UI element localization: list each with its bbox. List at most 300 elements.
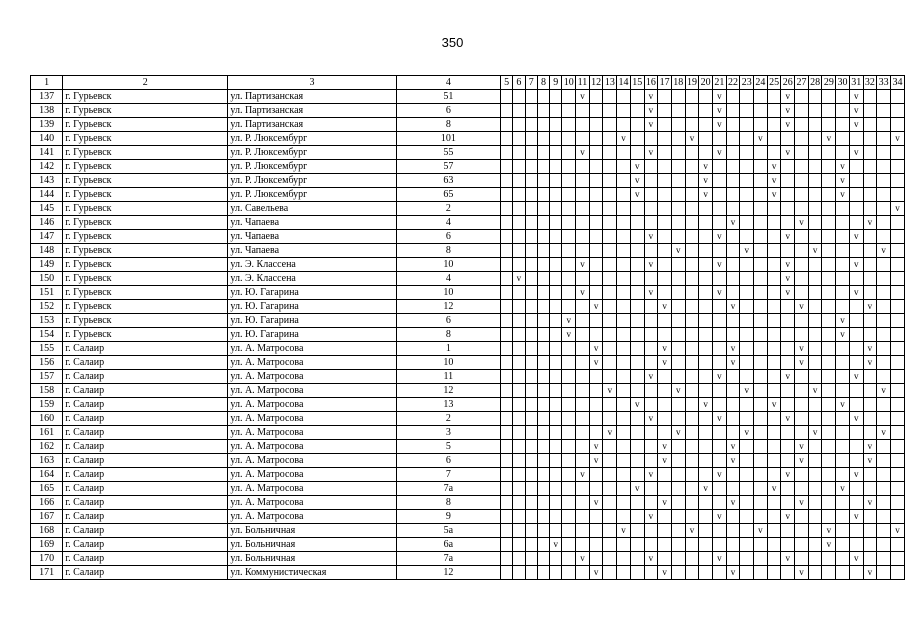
empty-cell — [740, 132, 754, 146]
empty-cell — [712, 244, 726, 258]
empty-cell — [685, 412, 699, 426]
empty-cell — [617, 510, 631, 524]
empty-cell — [726, 286, 740, 300]
empty-cell — [726, 524, 740, 538]
empty-cell — [576, 300, 590, 314]
city-cell: г. Салаир — [63, 538, 228, 552]
empty-cell — [781, 566, 795, 580]
row-number: 150 — [31, 272, 63, 286]
street-cell: ул. Р. Люксембург — [228, 160, 396, 174]
empty-cell — [767, 524, 781, 538]
empty-cell — [726, 412, 740, 426]
empty-cell — [603, 216, 617, 230]
empty-cell — [877, 440, 891, 454]
empty-cell — [836, 300, 850, 314]
empty-cell — [795, 132, 809, 146]
empty-cell — [603, 566, 617, 580]
empty-cell — [754, 300, 768, 314]
empty-cell — [671, 258, 685, 272]
empty-cell — [500, 300, 512, 314]
column-header-3: 3 — [228, 76, 396, 90]
city-cell: г. Салаир — [63, 370, 228, 384]
empty-cell — [589, 398, 603, 412]
row-number: 149 — [31, 258, 63, 272]
empty-cell — [500, 230, 512, 244]
empty-cell — [644, 440, 658, 454]
empty-cell — [767, 146, 781, 160]
empty-cell — [685, 188, 699, 202]
empty-cell — [795, 314, 809, 328]
empty-cell — [822, 510, 836, 524]
empty-cell — [513, 356, 525, 370]
empty-cell — [513, 202, 525, 216]
mark-cell: v — [658, 454, 672, 468]
empty-cell — [525, 118, 537, 132]
street-cell: ул. Р. Люксембург — [228, 188, 396, 202]
row-number: 163 — [31, 454, 63, 468]
empty-cell — [699, 538, 713, 552]
empty-cell — [754, 426, 768, 440]
empty-cell — [836, 510, 850, 524]
empty-cell — [699, 328, 713, 342]
empty-cell — [589, 216, 603, 230]
empty-cell — [500, 90, 512, 104]
empty-cell — [525, 454, 537, 468]
empty-cell — [836, 384, 850, 398]
empty-cell — [576, 510, 590, 524]
empty-cell — [712, 174, 726, 188]
mark-cell: v — [644, 552, 658, 566]
row-number: 158 — [31, 384, 63, 398]
empty-cell — [603, 398, 617, 412]
empty-cell — [726, 132, 740, 146]
empty-cell — [781, 440, 795, 454]
empty-cell — [603, 552, 617, 566]
empty-cell — [500, 370, 512, 384]
empty-cell — [754, 342, 768, 356]
empty-cell — [767, 118, 781, 132]
empty-cell — [767, 202, 781, 216]
empty-cell — [576, 538, 590, 552]
mark-cell: v — [644, 510, 658, 524]
mark-cell: v — [630, 188, 644, 202]
empty-cell — [767, 328, 781, 342]
row-number: 161 — [31, 426, 63, 440]
empty-cell — [781, 174, 795, 188]
empty-cell — [658, 118, 672, 132]
empty-cell — [525, 300, 537, 314]
empty-cell — [537, 538, 549, 552]
empty-cell — [767, 412, 781, 426]
empty-cell — [726, 188, 740, 202]
empty-cell — [500, 328, 512, 342]
empty-cell — [562, 286, 576, 300]
table-row — [31, 342, 905, 356]
city-cell: г. Гурьевск — [63, 160, 228, 174]
empty-cell — [767, 510, 781, 524]
mark-cell: v — [863, 454, 877, 468]
empty-cell — [589, 468, 603, 482]
empty-cell — [513, 314, 525, 328]
empty-cell — [617, 188, 631, 202]
empty-cell — [685, 510, 699, 524]
house-cell: 4 — [396, 216, 500, 230]
empty-cell — [513, 146, 525, 160]
table-row — [31, 538, 905, 552]
empty-cell — [630, 286, 644, 300]
mark-cell: v — [849, 286, 863, 300]
empty-cell — [849, 440, 863, 454]
empty-cell — [525, 566, 537, 580]
empty-cell — [589, 524, 603, 538]
empty-cell — [890, 454, 904, 468]
mark-cell: v — [726, 300, 740, 314]
empty-cell — [617, 286, 631, 300]
mark-cell: v — [863, 496, 877, 510]
empty-cell — [685, 216, 699, 230]
mark-cell: v — [630, 398, 644, 412]
empty-cell — [562, 342, 576, 356]
empty-cell — [808, 216, 822, 230]
empty-cell — [603, 342, 617, 356]
empty-cell — [740, 104, 754, 118]
column-header-5: 5 — [500, 76, 512, 90]
empty-cell — [562, 160, 576, 174]
empty-cell — [849, 454, 863, 468]
empty-cell — [726, 272, 740, 286]
empty-cell — [671, 510, 685, 524]
empty-cell — [808, 300, 822, 314]
empty-cell — [576, 524, 590, 538]
empty-cell — [685, 566, 699, 580]
empty-cell — [712, 398, 726, 412]
empty-cell — [836, 118, 850, 132]
empty-cell — [740, 118, 754, 132]
empty-cell — [781, 216, 795, 230]
empty-cell — [890, 258, 904, 272]
empty-cell — [890, 370, 904, 384]
empty-cell — [513, 524, 525, 538]
empty-cell — [822, 356, 836, 370]
empty-cell — [537, 104, 549, 118]
mark-cell: v — [513, 272, 525, 286]
empty-cell — [795, 118, 809, 132]
street-cell: ул. Партизанская — [228, 104, 396, 118]
mark-cell: v — [836, 328, 850, 342]
mark-cell: v — [726, 496, 740, 510]
mark-cell: v — [781, 412, 795, 426]
table-row — [31, 356, 905, 370]
empty-cell — [576, 118, 590, 132]
mark-cell: v — [863, 440, 877, 454]
street-cell: ул. Савельева — [228, 202, 396, 216]
empty-cell — [685, 342, 699, 356]
empty-cell — [644, 244, 658, 258]
empty-cell — [740, 412, 754, 426]
empty-cell — [795, 286, 809, 300]
empty-cell — [822, 160, 836, 174]
street-cell: ул. Ю. Гагарина — [228, 286, 396, 300]
row-number: 139 — [31, 118, 63, 132]
empty-cell — [562, 454, 576, 468]
empty-cell — [740, 482, 754, 496]
street-cell: ул. А. Матросова — [228, 426, 396, 440]
house-cell: 10 — [396, 286, 500, 300]
empty-cell — [525, 370, 537, 384]
empty-cell — [836, 426, 850, 440]
mark-cell: v — [863, 356, 877, 370]
empty-cell — [658, 426, 672, 440]
table-row — [31, 146, 905, 160]
empty-cell — [537, 398, 549, 412]
empty-cell — [822, 426, 836, 440]
mark-cell: v — [808, 244, 822, 258]
mark-cell: v — [712, 146, 726, 160]
empty-cell — [767, 356, 781, 370]
empty-cell — [537, 454, 549, 468]
empty-cell — [630, 384, 644, 398]
empty-cell — [513, 538, 525, 552]
empty-cell — [562, 566, 576, 580]
empty-cell — [658, 272, 672, 286]
empty-cell — [726, 146, 740, 160]
empty-cell — [550, 188, 562, 202]
empty-cell — [617, 258, 631, 272]
empty-cell — [513, 230, 525, 244]
empty-cell — [671, 300, 685, 314]
empty-cell — [767, 286, 781, 300]
house-cell: 2 — [396, 202, 500, 216]
empty-cell — [617, 300, 631, 314]
empty-cell — [890, 90, 904, 104]
empty-cell — [537, 356, 549, 370]
mark-cell: v — [836, 188, 850, 202]
empty-cell — [589, 370, 603, 384]
empty-cell — [630, 524, 644, 538]
empty-cell — [550, 258, 562, 272]
empty-cell — [671, 132, 685, 146]
empty-cell — [550, 566, 562, 580]
mark-cell: v — [767, 398, 781, 412]
empty-cell — [726, 174, 740, 188]
empty-cell — [863, 188, 877, 202]
empty-cell — [603, 468, 617, 482]
empty-cell — [525, 286, 537, 300]
empty-cell — [685, 370, 699, 384]
street-cell: ул. Чапаева — [228, 230, 396, 244]
empty-cell — [589, 160, 603, 174]
empty-cell — [754, 538, 768, 552]
empty-cell — [525, 328, 537, 342]
empty-cell — [712, 272, 726, 286]
empty-cell — [767, 468, 781, 482]
empty-cell — [754, 202, 768, 216]
empty-cell — [537, 482, 549, 496]
empty-cell — [589, 538, 603, 552]
house-cell: 2 — [396, 412, 500, 426]
column-header-10: 10 — [563, 77, 574, 88]
empty-cell — [644, 496, 658, 510]
mark-cell: v — [795, 496, 809, 510]
mark-cell: v — [712, 468, 726, 482]
mark-cell: v — [863, 566, 877, 580]
empty-cell — [808, 258, 822, 272]
empty-cell — [671, 286, 685, 300]
empty-cell — [617, 202, 631, 216]
empty-cell — [849, 384, 863, 398]
empty-cell — [890, 118, 904, 132]
empty-cell — [617, 384, 631, 398]
empty-cell — [603, 188, 617, 202]
empty-cell — [767, 384, 781, 398]
empty-cell — [795, 230, 809, 244]
mark-cell: v — [808, 426, 822, 440]
empty-cell — [836, 104, 850, 118]
mark-cell: v — [781, 510, 795, 524]
street-cell: ул. Р. Люксембург — [228, 174, 396, 188]
empty-cell — [550, 230, 562, 244]
empty-cell — [685, 314, 699, 328]
empty-cell — [537, 216, 549, 230]
empty-cell — [500, 524, 512, 538]
empty-cell — [550, 272, 562, 286]
empty-cell — [836, 342, 850, 356]
mark-cell: v — [630, 160, 644, 174]
empty-cell — [603, 496, 617, 510]
empty-cell — [550, 160, 562, 174]
city-cell: г. Гурьевск — [63, 174, 228, 188]
house-cell: 6 — [396, 454, 500, 468]
column-header-1: 1 — [31, 76, 63, 90]
empty-cell — [685, 160, 699, 174]
empty-cell — [671, 552, 685, 566]
empty-cell — [890, 384, 904, 398]
empty-cell — [890, 314, 904, 328]
empty-cell — [576, 440, 590, 454]
mark-cell: v — [644, 468, 658, 482]
city-cell: г. Гурьевск — [63, 104, 228, 118]
empty-cell — [617, 244, 631, 258]
mark-cell: v — [658, 342, 672, 356]
empty-cell — [795, 538, 809, 552]
empty-cell — [550, 104, 562, 118]
empty-cell — [740, 328, 754, 342]
empty-cell — [795, 272, 809, 286]
empty-cell — [630, 90, 644, 104]
empty-cell — [740, 398, 754, 412]
empty-cell — [726, 328, 740, 342]
empty-cell — [754, 566, 768, 580]
empty-cell — [537, 468, 549, 482]
empty-cell — [525, 398, 537, 412]
column-header-17: 17 — [659, 77, 670, 88]
empty-cell — [795, 510, 809, 524]
empty-cell — [822, 202, 836, 216]
empty-cell — [603, 202, 617, 216]
empty-cell — [603, 300, 617, 314]
mark-cell: v — [699, 188, 713, 202]
empty-cell — [589, 426, 603, 440]
empty-cell — [513, 468, 525, 482]
mark-cell: v — [644, 412, 658, 426]
empty-cell — [808, 132, 822, 146]
column-header-22: 22 — [728, 77, 738, 88]
empty-cell — [562, 104, 576, 118]
empty-cell — [808, 314, 822, 328]
empty-cell — [726, 230, 740, 244]
empty-cell — [603, 482, 617, 496]
column-header-26: 26 — [782, 77, 793, 88]
column-header-11: 11 — [576, 76, 590, 90]
city-cell: г. Салаир — [63, 412, 228, 426]
mark-cell: v — [890, 132, 904, 146]
empty-cell — [644, 216, 658, 230]
empty-cell — [644, 132, 658, 146]
mark-cell: v — [712, 230, 726, 244]
empty-cell — [699, 286, 713, 300]
empty-cell — [795, 468, 809, 482]
empty-cell — [699, 202, 713, 216]
row-number: 151 — [31, 286, 63, 300]
mark-cell: v — [644, 104, 658, 118]
empty-cell — [671, 398, 685, 412]
empty-cell — [822, 300, 836, 314]
empty-cell — [712, 132, 726, 146]
empty-cell — [699, 440, 713, 454]
empty-cell — [644, 538, 658, 552]
empty-cell — [644, 454, 658, 468]
empty-cell — [740, 356, 754, 370]
city-cell: г. Гурьевск — [63, 202, 228, 216]
empty-cell — [550, 216, 562, 230]
empty-cell — [500, 160, 512, 174]
empty-cell — [537, 328, 549, 342]
empty-cell — [630, 146, 644, 160]
empty-cell — [576, 412, 590, 426]
empty-cell — [781, 202, 795, 216]
empty-cell — [500, 314, 512, 328]
empty-cell — [589, 328, 603, 342]
empty-cell — [754, 258, 768, 272]
empty-cell — [699, 146, 713, 160]
table-row — [31, 230, 905, 244]
empty-cell — [576, 244, 590, 258]
empty-cell — [500, 496, 512, 510]
empty-cell — [712, 216, 726, 230]
empty-cell — [712, 426, 726, 440]
empty-cell — [699, 230, 713, 244]
empty-cell — [781, 314, 795, 328]
mark-cell: v — [699, 482, 713, 496]
empty-cell — [849, 132, 863, 146]
empty-cell — [537, 314, 549, 328]
empty-cell — [740, 90, 754, 104]
empty-cell — [562, 538, 576, 552]
mark-cell: v — [767, 188, 781, 202]
house-cell: 9 — [396, 510, 500, 524]
empty-cell — [589, 552, 603, 566]
empty-cell — [562, 398, 576, 412]
empty-cell — [525, 174, 537, 188]
empty-cell — [630, 356, 644, 370]
table-row — [31, 300, 905, 314]
mark-cell: v — [849, 118, 863, 132]
empty-cell — [890, 146, 904, 160]
city-cell: г. Салаир — [63, 454, 228, 468]
empty-cell — [658, 468, 672, 482]
empty-cell — [630, 202, 644, 216]
empty-cell — [795, 524, 809, 538]
